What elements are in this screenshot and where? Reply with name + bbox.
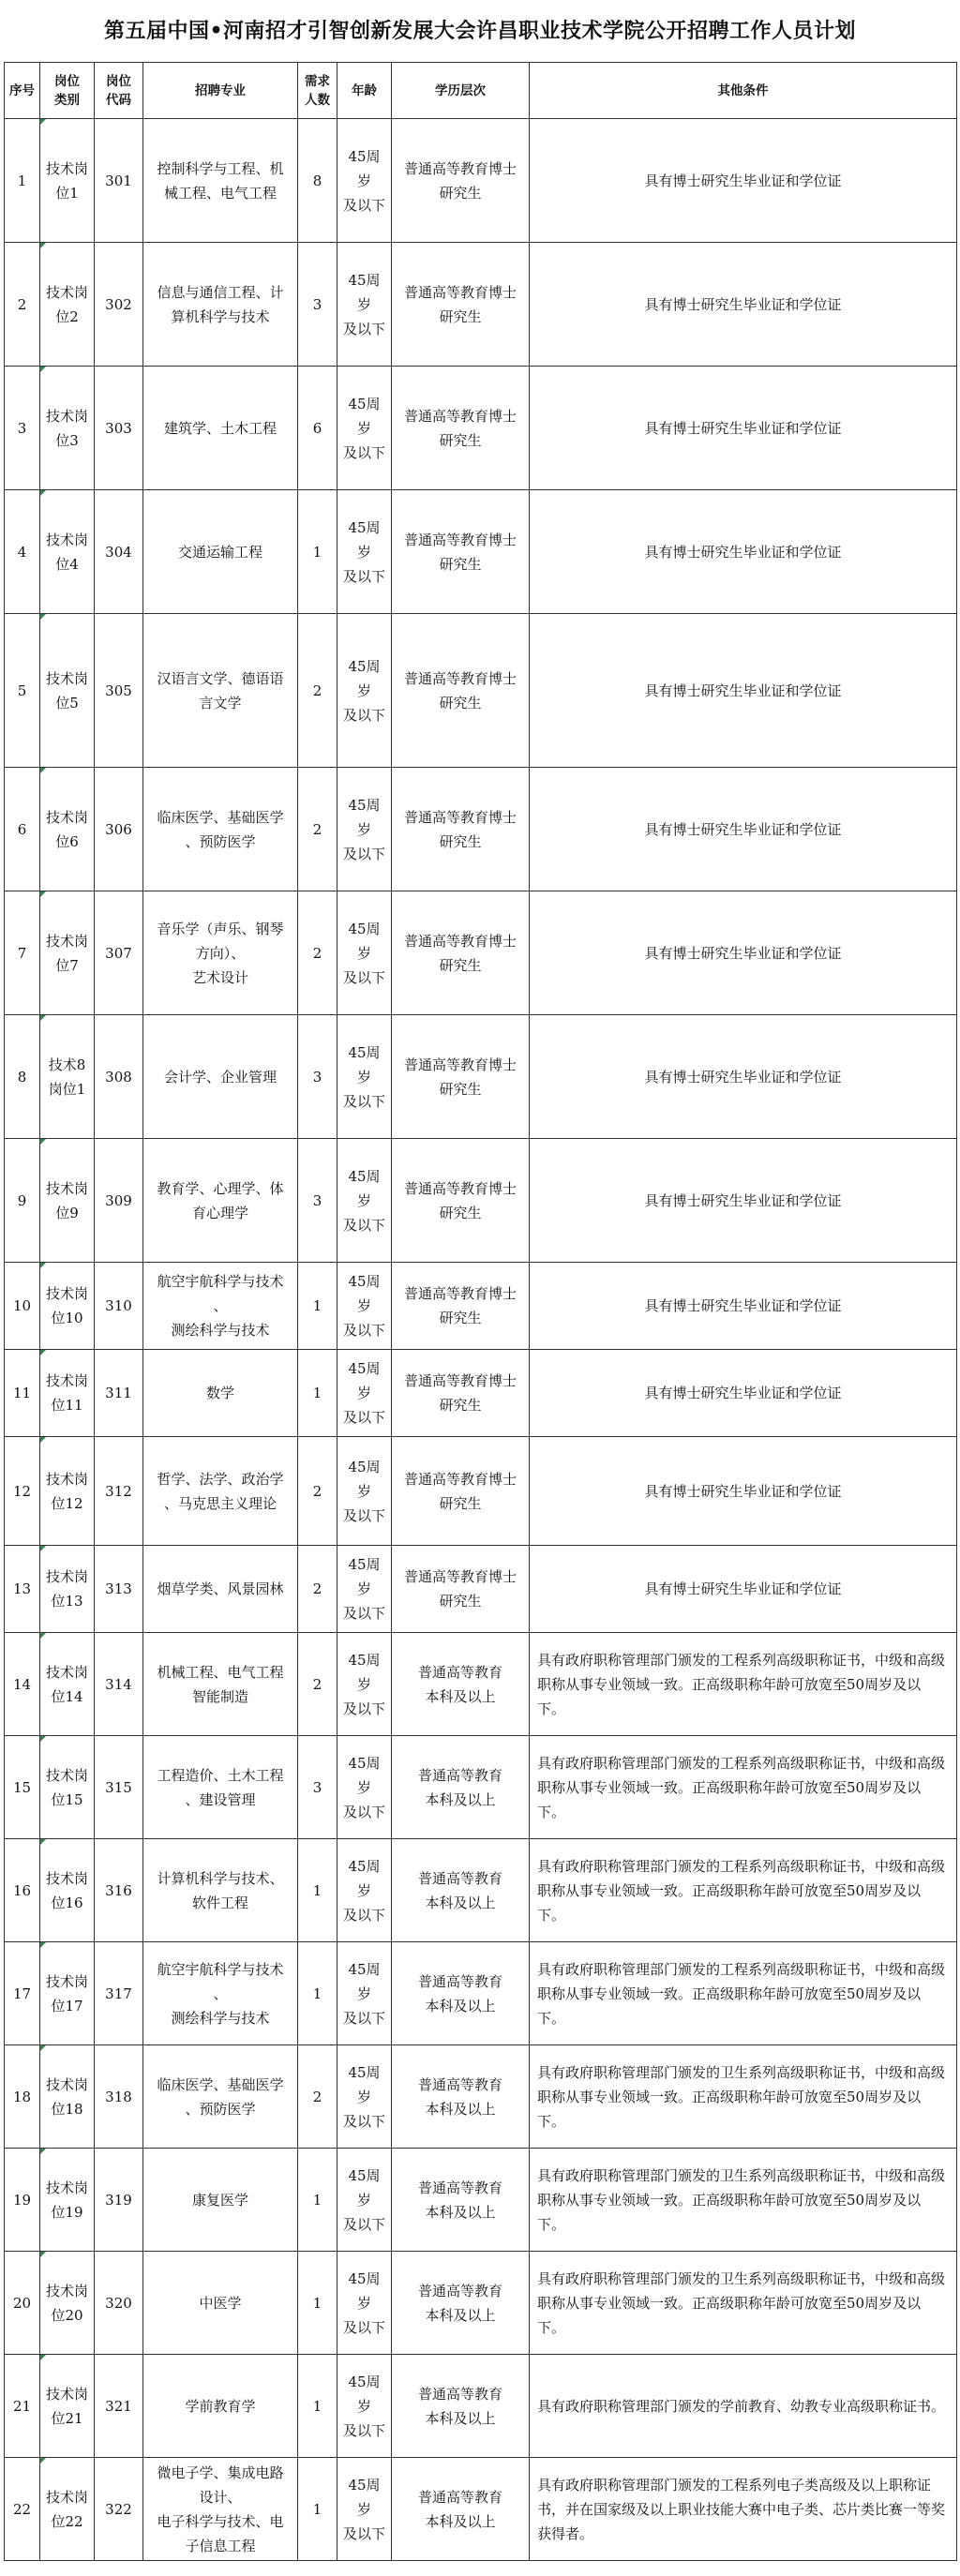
row-age: 45周岁 及以下	[338, 1139, 392, 1263]
header-other: 其他条件	[530, 63, 957, 119]
row-no: 9	[5, 1139, 40, 1263]
row-code: 303	[95, 367, 143, 490]
header-major: 招聘专业	[143, 63, 298, 119]
row-code: 317	[95, 1942, 143, 2045]
row-age: 45周岁 及以下	[338, 2252, 392, 2355]
row-no: 7	[5, 891, 40, 1015]
row-other: 具有博士研究生毕业证和学位证	[530, 1263, 957, 1350]
cell-marker-icon	[40, 1139, 46, 1145]
row-education: 普通高等教育 本科及以上	[392, 2149, 530, 2252]
row-no: 6	[5, 768, 40, 891]
row-other: 具有政府职称管理部门颁发的学前教育、幼教专业高级职称证书。	[530, 2355, 957, 2458]
row-education: 普通高等教育博士 研究生	[392, 1139, 530, 1263]
row-education: 普通高等教育 本科及以上	[392, 1942, 530, 2045]
row-count: 8	[298, 119, 338, 243]
row-no: 11	[5, 1350, 40, 1437]
cell-marker-icon	[40, 2355, 46, 2360]
row-major: 航空宇航科学与技术 、 测绘科学与技术	[143, 1263, 298, 1350]
row-count: 3	[298, 1736, 338, 1839]
cell-marker-icon	[40, 367, 46, 372]
row-age: 45周岁 及以下	[338, 1839, 392, 1942]
table-row	[5, 490, 957, 614]
row-education: 普通高等教育博士 研究生	[392, 1437, 530, 1546]
header-count: 需求 人数	[298, 63, 338, 119]
row-code: 309	[95, 1139, 143, 1263]
cell-marker-icon	[40, 614, 46, 620]
row-category: 技术岗 位7	[40, 891, 95, 1015]
row-category: 技术岗 位2	[40, 243, 95, 367]
row-age: 45周岁 及以下	[338, 243, 392, 367]
row-age: 45周岁 及以下	[338, 490, 392, 614]
row-major: 汉语言文学、德语语 言文学	[143, 614, 298, 768]
row-code: 307	[95, 891, 143, 1015]
row-education: 普通高等教育博士 研究生	[392, 119, 530, 243]
table-row	[5, 243, 957, 367]
row-category: 技术岗 位13	[40, 1546, 95, 1633]
row-category: 技术岗 位14	[40, 1633, 95, 1736]
row-major: 音乐学（声乐、钢琴 方向）、 艺术设计	[143, 891, 298, 1015]
row-education: 普通高等教育 本科及以上	[392, 1736, 530, 1839]
row-category: 技术岗 位16	[40, 1839, 95, 1942]
row-education: 普通高等教育博士 研究生	[392, 367, 530, 490]
row-age: 45周岁 及以下	[338, 2149, 392, 2252]
row-education: 普通高等教育博士 研究生	[392, 243, 530, 367]
row-age: 45周岁 及以下	[338, 1942, 392, 2045]
row-education: 普通高等教育博士 研究生	[392, 768, 530, 891]
row-age: 45周岁 及以下	[338, 1633, 392, 1736]
row-other: 具有政府职称管理部门颁发的卫生系列高级职称证书，中级和高级职称从事专业领域一致。正高级职称年龄可放宽至50周岁及以下。	[530, 2045, 957, 2149]
row-no: 16	[5, 1839, 40, 1942]
row-no: 1	[5, 119, 40, 243]
row-category: 技术岗 位3	[40, 367, 95, 490]
cell-marker-icon	[40, 2045, 46, 2051]
header-code: 岗位 代码	[95, 63, 143, 119]
table-row	[5, 614, 957, 768]
row-education: 普通高等教育博士 研究生	[392, 1546, 530, 1633]
table-row	[5, 119, 957, 243]
table-row	[5, 2149, 957, 2252]
recruitment-plan-table	[4, 62, 957, 2561]
table-row	[5, 1139, 957, 1263]
row-age: 45周岁 及以下	[338, 768, 392, 891]
row-major: 会计学、企业管理	[143, 1015, 298, 1139]
row-major: 微电子学、集成电路 设计、 电子科学与技术、电 子信息工程	[143, 2458, 298, 2561]
row-other: 具有博士研究生毕业证和学位证	[530, 367, 957, 490]
row-code: 310	[95, 1263, 143, 1350]
row-count: 1	[298, 1350, 338, 1437]
row-age: 45周岁 及以下	[338, 891, 392, 1015]
row-code: 322	[95, 2458, 143, 2561]
row-education: 普通高等教育博士 研究生	[392, 1263, 530, 1350]
row-code: 304	[95, 490, 143, 614]
row-category: 技术8 岗位1	[40, 1015, 95, 1139]
row-major: 哲学、法学、政治学 、马克思主义理论	[143, 1437, 298, 1546]
row-count: 3	[298, 243, 338, 367]
row-education: 普通高等教育 本科及以上	[392, 1839, 530, 1942]
row-major: 康复医学	[143, 2149, 298, 2252]
row-count: 2	[298, 1437, 338, 1546]
row-category: 技术岗 位6	[40, 768, 95, 891]
row-count: 6	[298, 367, 338, 490]
row-no: 13	[5, 1546, 40, 1633]
row-other: 具有政府职称管理部门颁发的卫生系列高级职称证书，中级和高级职称从事专业领域一致。正高级职称年龄可放宽至50周岁及以下。	[530, 2252, 957, 2355]
row-major: 学前教育学	[143, 2355, 298, 2458]
row-category: 技术岗 位18	[40, 2045, 95, 2149]
row-code: 308	[95, 1015, 143, 1139]
row-age: 45周岁 及以下	[338, 1736, 392, 1839]
row-no: 3	[5, 367, 40, 490]
row-category: 技术岗 位20	[40, 2252, 95, 2355]
row-count: 1	[298, 2355, 338, 2458]
row-education: 普通高等教育博士 研究生	[392, 1015, 530, 1139]
row-count: 2	[298, 614, 338, 768]
cell-marker-icon	[40, 891, 46, 897]
table-row	[5, 1736, 957, 1839]
cell-marker-icon	[40, 1263, 46, 1268]
row-no: 8	[5, 1015, 40, 1139]
row-code: 305	[95, 614, 143, 768]
row-education: 普通高等教育 本科及以上	[392, 2458, 530, 2561]
header-education: 学历层次	[392, 63, 530, 119]
row-other: 具有博士研究生毕业证和学位证	[530, 119, 957, 243]
cell-marker-icon	[40, 1015, 46, 1021]
row-category: 技术岗 位17	[40, 1942, 95, 2045]
row-no: 5	[5, 614, 40, 768]
row-major: 工程造价、土木工程 、建设管理	[143, 1736, 298, 1839]
cell-marker-icon	[40, 1633, 46, 1639]
row-other: 具有政府职称管理部门颁发的工程系列高级职称证书，中级和高级职称从事专业领域一致。正高级职称年龄可放宽至50周岁及以下。	[530, 1942, 957, 2045]
row-category: 技术岗 位9	[40, 1139, 95, 1263]
row-other: 具有博士研究生毕业证和学位证	[530, 1350, 957, 1437]
cell-marker-icon	[40, 2458, 46, 2464]
row-count: 2	[298, 768, 338, 891]
row-code: 321	[95, 2355, 143, 2458]
row-major: 信息与通信工程、计 算机科学与技术	[143, 243, 298, 367]
table-row	[5, 768, 957, 891]
row-no: 22	[5, 2458, 40, 2561]
row-category: 技术岗 位4	[40, 490, 95, 614]
row-no: 15	[5, 1736, 40, 1839]
row-code: 320	[95, 2252, 143, 2355]
row-major: 控制科学与工程、机 械工程、电气工程	[143, 119, 298, 243]
cell-marker-icon	[40, 1839, 46, 1845]
row-major: 烟草学类、风景园林	[143, 1546, 298, 1633]
row-code: 318	[95, 2045, 143, 2149]
row-education: 普通高等教育 本科及以上	[392, 1633, 530, 1736]
row-category: 技术岗 位10	[40, 1263, 95, 1350]
row-count: 1	[298, 1839, 338, 1942]
row-count: 2	[298, 1546, 338, 1633]
row-other: 具有博士研究生毕业证和学位证	[530, 891, 957, 1015]
table-row	[5, 1633, 957, 1736]
cell-marker-icon	[40, 1350, 46, 1355]
row-education: 普通高等教育 本科及以上	[392, 2045, 530, 2149]
cell-marker-icon	[40, 2252, 46, 2257]
row-major: 建筑学、土木工程	[143, 367, 298, 490]
row-other: 具有博士研究生毕业证和学位证	[530, 1437, 957, 1546]
row-other: 具有政府职称管理部门颁发的卫生系列高级职称证书，中级和高级职称从事专业领域一致。正高级职称年龄可放宽至50周岁及以下。	[530, 2149, 957, 2252]
table-row	[5, 2045, 957, 2149]
row-other: 具有博士研究生毕业证和学位证	[530, 243, 957, 367]
row-age: 45周岁 及以下	[338, 1437, 392, 1546]
table-row	[5, 2355, 957, 2458]
row-category: 技术岗 位21	[40, 2355, 95, 2458]
row-age: 45周岁 及以下	[338, 1546, 392, 1633]
row-code: 314	[95, 1633, 143, 1736]
row-count: 2	[298, 891, 338, 1015]
row-other: 具有博士研究生毕业证和学位证	[530, 768, 957, 891]
row-major: 数学	[143, 1350, 298, 1437]
row-age: 45周岁 及以下	[338, 119, 392, 243]
cell-marker-icon	[40, 490, 46, 496]
row-age: 45周岁 及以下	[338, 2045, 392, 2149]
row-category: 技术岗 位15	[40, 1736, 95, 1839]
row-age: 45周岁 及以下	[338, 1015, 392, 1139]
row-age: 45周岁 及以下	[338, 2355, 392, 2458]
table-row	[5, 1942, 957, 2045]
row-category: 技术岗 位12	[40, 1437, 95, 1546]
row-other: 具有政府职称管理部门颁发的工程系列高级职称证书，中级和高级职称从事专业领域一致。正高级职称年龄可放宽至50周岁及以下。	[530, 1839, 957, 1942]
row-code: 312	[95, 1437, 143, 1546]
row-education: 普通高等教育 本科及以上	[392, 2252, 530, 2355]
row-no: 10	[5, 1263, 40, 1350]
cell-marker-icon	[40, 1736, 46, 1742]
row-no: 2	[5, 243, 40, 367]
row-age: 45周岁 及以下	[338, 2458, 392, 2561]
row-no: 18	[5, 2045, 40, 2149]
row-no: 21	[5, 2355, 40, 2458]
row-other: 具有博士研究生毕业证和学位证	[530, 614, 957, 768]
row-other: 具有政府职称管理部门颁发的工程系列高级职称证书，中级和高级职称从事专业领域一致。正高级职称年龄可放宽至50周岁及以下。	[530, 1736, 957, 1839]
row-other: 具有博士研究生毕业证和学位证	[530, 490, 957, 614]
header-no: 序号	[5, 63, 40, 119]
row-major: 交通运输工程	[143, 490, 298, 614]
row-count: 1	[298, 2458, 338, 2561]
row-other: 具有博士研究生毕业证和学位证	[530, 1546, 957, 1633]
cell-marker-icon	[40, 1942, 46, 1948]
row-count: 2	[298, 1633, 338, 1736]
row-major: 中医学	[143, 2252, 298, 2355]
table-row	[5, 1350, 957, 1437]
row-age: 45周岁 及以下	[338, 1263, 392, 1350]
table-row	[5, 367, 957, 490]
row-category: 技术岗 位1	[40, 119, 95, 243]
table-row	[5, 1015, 957, 1139]
row-code: 315	[95, 1736, 143, 1839]
row-no: 17	[5, 1942, 40, 2045]
table-row	[5, 891, 957, 1015]
cell-marker-icon	[40, 2149, 46, 2154]
row-age: 45周岁 及以下	[338, 1350, 392, 1437]
row-code: 302	[95, 243, 143, 367]
row-count: 2	[298, 2045, 338, 2149]
row-education: 普通高等教育博士 研究生	[392, 1350, 530, 1437]
row-major: 临床医学、基础医学 、预防医学	[143, 768, 298, 891]
table-row	[5, 1546, 957, 1633]
row-major: 计算机科学与技术、 软件工程	[143, 1839, 298, 1942]
row-no: 12	[5, 1437, 40, 1546]
row-code: 301	[95, 119, 143, 243]
row-count: 1	[298, 1263, 338, 1350]
row-count: 3	[298, 1015, 338, 1139]
row-education: 普通高等教育博士 研究生	[392, 891, 530, 1015]
row-count: 1	[298, 490, 338, 614]
cell-marker-icon	[40, 243, 46, 248]
row-category: 技术岗 位11	[40, 1350, 95, 1437]
header-category: 岗位 类别	[40, 63, 95, 119]
row-other: 具有政府职称管理部门颁发的工程系列高级职称证书，中级和高级职称从事专业领域一致。正高级职称年龄可放宽至50周岁及以下。	[530, 1633, 957, 1736]
row-major: 航空宇航科学与技术 、 测绘科学与技术	[143, 1942, 298, 2045]
row-code: 319	[95, 2149, 143, 2252]
row-code: 313	[95, 1546, 143, 1633]
row-major: 临床医学、基础医学 、预防医学	[143, 2045, 298, 2149]
cell-marker-icon	[40, 768, 46, 773]
table-row	[5, 1437, 957, 1546]
row-other: 具有博士研究生毕业证和学位证	[530, 1139, 957, 1263]
row-age: 45周岁 及以下	[338, 367, 392, 490]
table-row	[5, 2252, 957, 2355]
row-other: 具有博士研究生毕业证和学位证	[530, 1015, 957, 1139]
row-no: 20	[5, 2252, 40, 2355]
row-category: 技术岗 位22	[40, 2458, 95, 2561]
table-row	[5, 1263, 957, 1350]
row-code: 306	[95, 768, 143, 891]
row-major: 机械工程、电气工程 智能制造	[143, 1633, 298, 1736]
row-code: 311	[95, 1350, 143, 1437]
row-count: 1	[298, 2149, 338, 2252]
table-row	[5, 2458, 957, 2561]
table-row	[5, 1839, 957, 1942]
row-age: 45周岁 及以下	[338, 614, 392, 768]
row-no: 19	[5, 2149, 40, 2252]
row-no: 4	[5, 490, 40, 614]
row-count: 1	[298, 2252, 338, 2355]
row-major: 教育学、心理学、体 育心理学	[143, 1139, 298, 1263]
header-age: 年龄	[338, 63, 392, 119]
cell-marker-icon	[40, 119, 46, 125]
cell-marker-icon	[40, 1546, 46, 1551]
row-education: 普通高等教育博士 研究生	[392, 614, 530, 768]
row-code: 316	[95, 1839, 143, 1942]
row-category: 技术岗 位19	[40, 2149, 95, 2252]
row-count: 1	[298, 1942, 338, 2045]
row-education: 普通高等教育 本科及以上	[392, 2355, 530, 2458]
row-count: 3	[298, 1139, 338, 1263]
row-category: 技术岗 位5	[40, 614, 95, 768]
row-no: 14	[5, 1633, 40, 1736]
table-header-row	[5, 63, 957, 119]
document-title: 第五届中国•河南招才引智创新发展大会许昌职业技术学院公开招聘工作人员计划	[103, 19, 857, 43]
cell-marker-icon	[40, 1437, 46, 1443]
row-other: 具有政府职称管理部门颁发的工程系列电子类高级及以上职称证书，并在国家级及以上职业技能大赛中电子类、芯片类比赛一等奖获得者。	[530, 2458, 957, 2561]
row-education: 普通高等教育博士 研究生	[392, 490, 530, 614]
